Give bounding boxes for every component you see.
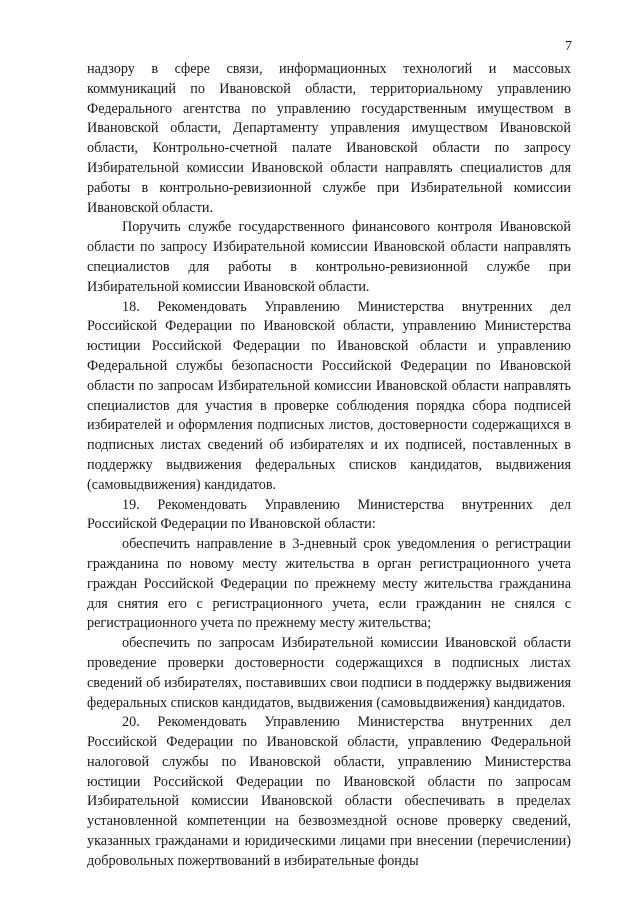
paragraph-continuation: надзору в сфере связи, информационных технологий и массовых коммуникаций по Ивановской области, территориальному управлению Федерального агентства по управлению государственным имуществом в Ивановской области, Департаменту управления имуществом Ивановской области, Контрольно-счетной палате Ивановской области по запросу Избирательной комиссии Ивановской области направлять специалистов для работы в контрольно-ревизионной службе при Избирательной комиссии Ивановской области. bbox=[87, 61, 571, 216]
paragraph-item-20: 20. Рекомендовать Управлению Министерства внутренних дел Российской Федерации по Ивановской области, управлению Федеральной налоговой службы по Ивановской области, управлению Министерства юстиции Российской Федерации по Ивановской области по запросам Избирательной комиссии Ивановской области обеспечивать в пределах установленной компетенции на безвозмездной основе проверку сведений, указанных гражданами и юридическими лицами при внесении (перечислении) добровольных пожертвований в избирательные фонды bbox=[87, 714, 571, 869]
paragraph-instruction-financial-control: Поручить службе государственного финансового контроля Ивановской области по запросу Избирательной комиссии Ивановской области направлять специалистов для работы в контрольно-ревизионной службе при Избирательной комиссии Ивановской области. bbox=[87, 219, 571, 295]
page-number: 7 bbox=[565, 39, 572, 54]
paragraph-item-19-registration: обеспечить направление в 3-дневный срок уведомления о регистрации гражданина по новому месту жительства в орган регистрационного учета граждан Российской Федерации по прежнему месту жительства гражданина для снятия его с регистрационного учета, если гражданин не снялся с регистрационного учета по прежнему месту жительства; bbox=[87, 536, 571, 632]
paragraph-item-19-verification: обеспечить по запросам Избирательной комиссии Ивановской области проведение проверки достоверности содержащихся в подписных листах сведений об избирателях, поставивших свои подписи в поддержку выдвижения федеральных списков кандидатов, выдвижения (самовыдвижения) кандидатов. bbox=[87, 635, 571, 711]
document-body bbox=[87, 60, 571, 872]
paragraph-item-18: 18. Рекомендовать Управлению Министерства внутренних дел Российской Федерации по Ивановской области, управлению Министерства юстиции Российской Федерации по Ивановской области и управлению Федеральной службы безопасности Российской Федерации по Ивановской области по запросам Избирательной комиссии Ивановской области направлять специалистов для участия в проверке соблюдения порядка сбора подписей избирателей и оформления подписных листов, достоверности содержащихся в подписных листах сведений об избирателях и их подписей, поставленных в поддержку выдвижения федеральных списков кандидатов, выдвижения (самовыдвижения) кандидатов. bbox=[87, 298, 571, 493]
paragraph-item-19: 19. Рекомендовать Управлению Министерства внутренних дел Российской Федерации по Ивановской области: bbox=[87, 496, 571, 533]
